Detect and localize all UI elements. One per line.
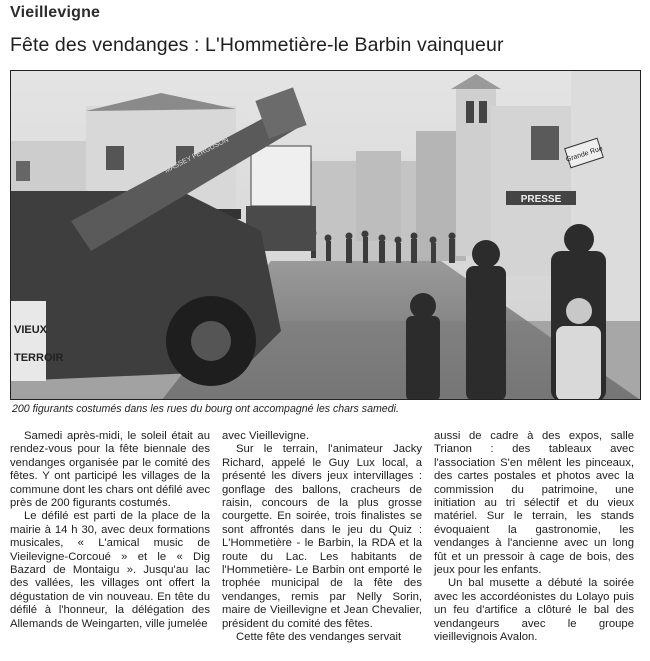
article-headline: Fête des vendanges : L'Hommetière-le Barbin vainqueur [10,34,504,56]
vehicle-label: VIEUX [14,324,48,336]
paragraph: Le défilé est parti de la place de la mairie à 14 h 30, avec deux formations musicales, « L'amical music de Vieilevigne-Corcoué » et le « Dig Bazard de Montaigu ». Jusqu'au lac des vallées, les villages ont offert la dégustation de vin nouveau. En tête du défilé à l'honneur, la délégation des Allemands de Weingarten, ville jumelée [10,510,210,630]
paragraph: Un bal musette a débuté la soirée avec les accordéonistes du Lolayo puis un feu d'artifice a clôturé le bal des vendangeurs avec le groupe vieillevignois Avalon. [434,577,634,644]
svg-text:TERROIR: TERROIR [14,352,64,364]
article-photo [10,70,641,400]
paragraph-continued: aussi de cadre à des expos, salle Trianon : des tableaux avec l'association S'en mêlent les pinceaux, des cartes postales et photos avec la commission du patrimoine, une initiation au tri sélectif et du vieux matériel. Sur le terrain, les stands évoquaient la gastronomie, les vendanges à l'ancienne avec un long fût et un pressoir à cage de bois, des jeux pour les enfants. [434,430,634,577]
article-column-2 [222,430,422,645]
article-column-1 [10,430,210,645]
locality-heading: Vieillevigne [10,4,101,21]
article-column-3 [434,430,634,645]
photo-caption: 200 figurants costumés dans les rues du bourg ont accompagné les chars samedi. [12,403,399,415]
machine-brand: MASSEY FERGUSON [163,136,230,175]
article-body [10,430,642,645]
street-parade-photo [11,71,641,400]
street-sign: Grande Rue [565,145,604,164]
shop-sign: PRESSE [520,194,562,205]
paragraph-continued: avec Vieillevigne. [222,430,310,442]
paragraph: Cette fête des vendanges servait [236,631,402,644]
paragraph: Sur le terrain, l'animateur Jacky Richard, appelé le Guy Lux local, a présenté les divers jeux intervillages : gonflage des ballons, cracheurs de raisin, concours de la plus grosse courgette. En soirée, trois finalistes se sont affrontés dans le jeu du Quiz : L'Hommetière - le Barbin, la RDA et la route du Lac. Les habitants de l'Hommetière- Le Barbin ont emporté le trophée municipal de la fête des vendanges, remis par Nelly Sorin, maire de Vieillevigne et Jean Chevalier, président du comité des fêtes. [222,443,422,630]
paragraph: Samedi après-midi, le soleil était au rendez-vous pour la fête biennale des vendanges organisée par le comité des fêtes. Y ont participé les villages de la commune dont les chars ont défilé avec près de 200 figurants costumés. [10,430,210,510]
